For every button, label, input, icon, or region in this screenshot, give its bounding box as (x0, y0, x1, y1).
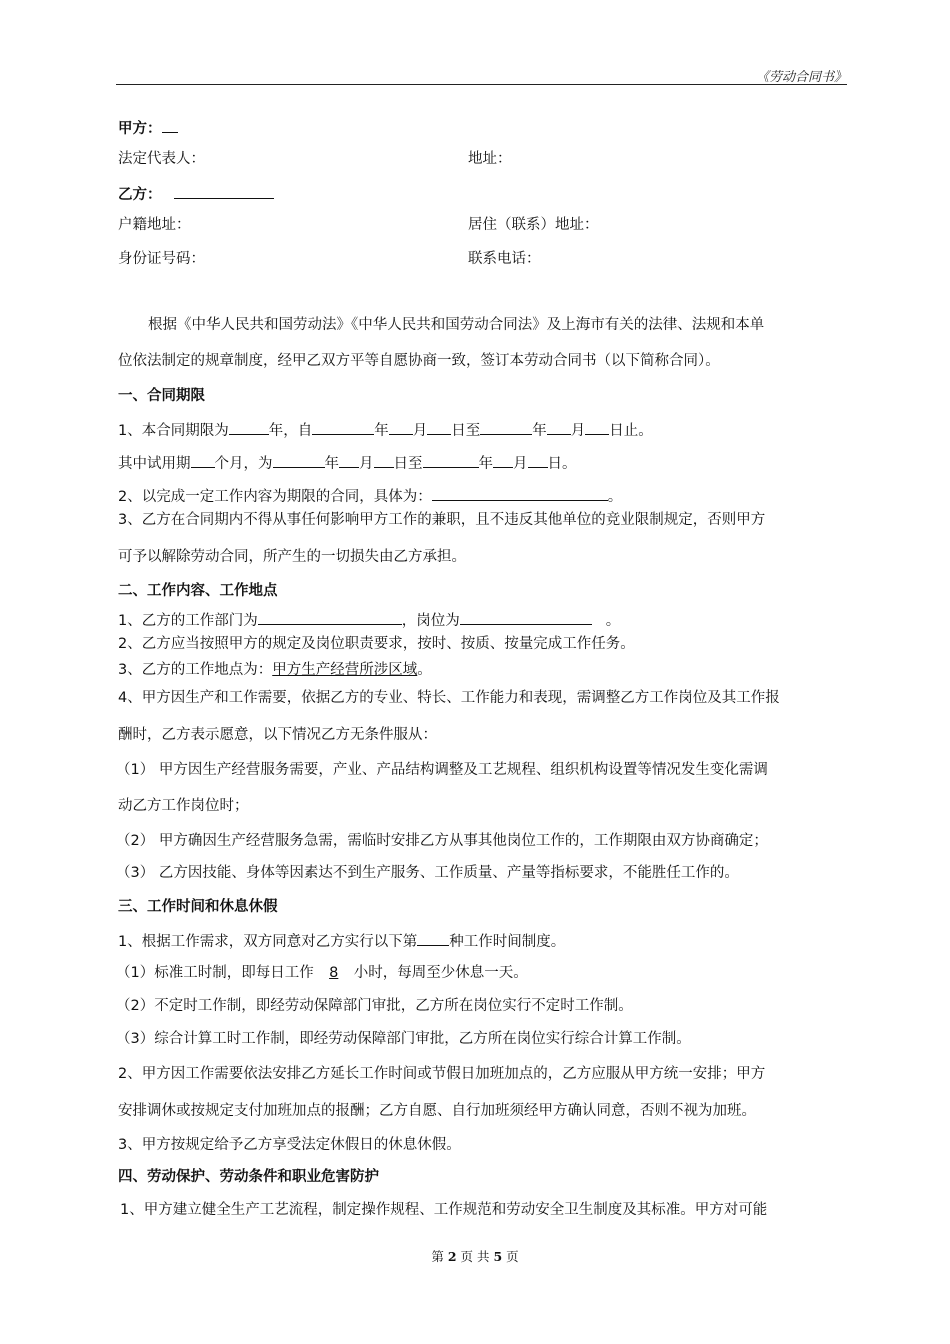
term-text-a: 1、本合同期限为 (118, 423, 229, 439)
probation-end-month-blank (493, 453, 513, 468)
probation-text-c: 年 (324, 456, 339, 472)
noncompete-line-1: 3、乙方在合同期内不得从事任何影响甲方工作的兼职，且不违反其他单位的竞业限制规定，否则甲方 (118, 512, 766, 528)
start-year-blank (312, 420, 374, 435)
total-page-number: 5 (493, 1249, 503, 1264)
section-1-title: 一、合同期限 (118, 388, 205, 404)
probation-text-a: 其中试用期 (118, 456, 191, 472)
duties-line: 2、乙方应当按照甲方的规定及岗位职责要求，按时、按质、按量完成工作任务。 (118, 636, 635, 652)
footer-text-b: 页 共 (460, 1249, 490, 1264)
task-term-text: 2、以完成一定工作内容为期限的合同，具体为： (118, 489, 432, 505)
workplace-text: 3、乙方的工作地点为： (118, 662, 273, 678)
adjust-item-1-line-1: （1） 甲方因生产经营服务需要，产业、产品结构调整及工艺规程、组织机构设置等情况发生变化需调 (116, 762, 768, 778)
adjust-item-2: （2） 甲方确因生产经营服务急需，需临时安排乙方从事其他岗位工作的，工作期限由双方协商确定； (116, 833, 768, 849)
end-year-blank (480, 420, 532, 435)
workplace-end: 。 (417, 662, 432, 678)
hours-system-blank (417, 931, 449, 946)
term-text-e: 日至 (451, 423, 481, 439)
probation-text-b: 个月，为 (214, 456, 273, 472)
term-text-g: 月 (570, 423, 586, 439)
term-years-blank (229, 420, 269, 435)
party-a-blank (162, 118, 178, 133)
hours-system-line (118, 931, 565, 951)
end-day-blank (585, 420, 609, 435)
standard-hours-line (116, 964, 528, 982)
probation-months-blank (191, 453, 215, 468)
task-term-blank (432, 486, 608, 501)
daily-hours-value: 8 (329, 965, 339, 981)
adjust-line-2: 酬时，乙方表示愿意，以下情况乙方无条件服从： (118, 727, 437, 743)
probation-text-d: 月 (359, 456, 374, 472)
intro-line-2: 位依法制定的规章制度，经甲乙双方平等自愿协商一致，签订本劳动合同书（以下简称合同）。 (118, 353, 720, 369)
task-term-end: 。 (607, 489, 623, 505)
workplace-value: 甲方生产经营所涉区域 (272, 662, 418, 678)
adjust-item-1-line-2: 动乙方工作岗位时； (118, 798, 249, 814)
holiday-line: 3、甲方按规定给予乙方享受法定休假日的休息休假。 (118, 1137, 461, 1153)
address-label: 地址： (468, 151, 512, 167)
start-month-blank (389, 420, 413, 435)
id-number-label: 身份证号码： (118, 251, 205, 267)
phone-label: 联系电话： (468, 251, 541, 267)
probation-text-h: 日。 (547, 456, 577, 472)
current-page-number: 2 (447, 1249, 457, 1264)
position-blank (460, 610, 592, 625)
comprehensive-hours-line: （3）综合计算工时工作制，即经劳动保障部门审批，乙方所在岗位实行综合计算工作制。 (116, 1031, 691, 1047)
legal-rep-label: 法定代表人： (118, 151, 205, 167)
probation-line (118, 453, 577, 473)
probation-text-f: 年 (478, 456, 493, 472)
term-text-b: 年，自 (268, 423, 313, 439)
workplace-line (118, 661, 432, 679)
task-term-line (118, 486, 622, 506)
term-text-c: 年 (374, 423, 389, 439)
term-line (118, 420, 653, 440)
noncompete-line-2: 可予以解除劳动合同，所产生的一切损失由乙方承担。 (118, 549, 466, 565)
probation-end-day-blank (528, 453, 548, 468)
position-end: 。 (605, 613, 621, 629)
safety-line-1: 1、甲方建立健全生产工艺流程，制定操作规程、工作规范和劳动安全卫生制度及其标准。甲方对可能 (120, 1202, 768, 1218)
term-text-f: 年 (532, 423, 547, 439)
party-b-line (118, 184, 274, 204)
footer-text-a: 第 (431, 1249, 444, 1264)
party-a-label: 甲方： (118, 121, 162, 137)
probation-start-year-blank (273, 453, 325, 468)
start-day-blank (427, 420, 451, 435)
probation-start-month-blank (339, 453, 359, 468)
overtime-line-1: 2、甲方因工作需要依法安排乙方延长工作时间或节假日加班加点的，乙方应服从甲方统一安排；甲方 (118, 1066, 766, 1082)
probation-text-g: 月 (513, 456, 528, 472)
adjust-line-1: 4、甲方因生产和工作需要，依据乙方的专业、特长、工作能力和表现，需调整乙方工作岗位及其工作报 (118, 690, 780, 706)
probation-start-day-blank (374, 453, 394, 468)
section-3-title: 三、工作时间和休息休假 (118, 899, 278, 915)
department-blank (258, 610, 402, 625)
probation-text-e: 日至 (393, 456, 423, 472)
party-b-label: 乙方： (118, 187, 162, 203)
overtime-line-2: 安排调休或按规定支付加班加点的报酬；乙方自愿、自行加班须经甲方确认同意，否则不视为加班。 (118, 1103, 756, 1119)
standard-hours-end: 小时，每周至少休息一天。 (353, 965, 528, 981)
party-b-blank (174, 184, 274, 199)
flexible-hours-line: （2）不定时工作制，即经劳动保障部门审批，乙方所在岗位实行不定时工作制。 (116, 998, 633, 1014)
household-address-label: 户籍地址： (118, 217, 191, 233)
term-text-d: 月 (412, 423, 428, 439)
party-a-line (118, 118, 178, 138)
page-header (116, 66, 847, 85)
position-text: ，岗位为 (401, 613, 460, 629)
intro-line-1: 根据《中华人民共和国劳动法》《中华人民共和国劳动合同法》及上海市有关的法律、法规和本单 (148, 317, 765, 333)
term-text-h: 日止。 (609, 423, 653, 439)
probation-end-year-blank (423, 453, 479, 468)
adjust-item-3: （3） 乙方因技能、身体等因素达不到生产服务、工作质量、产量等指标要求，不能胜任工作的。 (116, 865, 739, 881)
section-2-title: 二、工作内容、工作地点 (118, 583, 278, 599)
department-text: 1、乙方的工作部门为 (118, 613, 258, 629)
section-4-title: 四、劳动保护、劳动条件和职业危害防护 (118, 1169, 379, 1185)
hours-system-text: 1、根据工作需求，双方同意对乙方实行以下第 (118, 934, 418, 950)
header-title: 《劳动合同书》 (755, 70, 847, 85)
hours-system-end: 种工作时间制度。 (449, 934, 566, 950)
page-footer (0, 1247, 950, 1265)
end-month-blank (547, 420, 571, 435)
residence-address-label: 居住（联系）地址： (468, 217, 599, 233)
department-line (118, 610, 620, 630)
standard-hours-text: （1）标准工时制，即每日工作 (116, 965, 314, 981)
footer-text-c: 页 (506, 1249, 519, 1264)
